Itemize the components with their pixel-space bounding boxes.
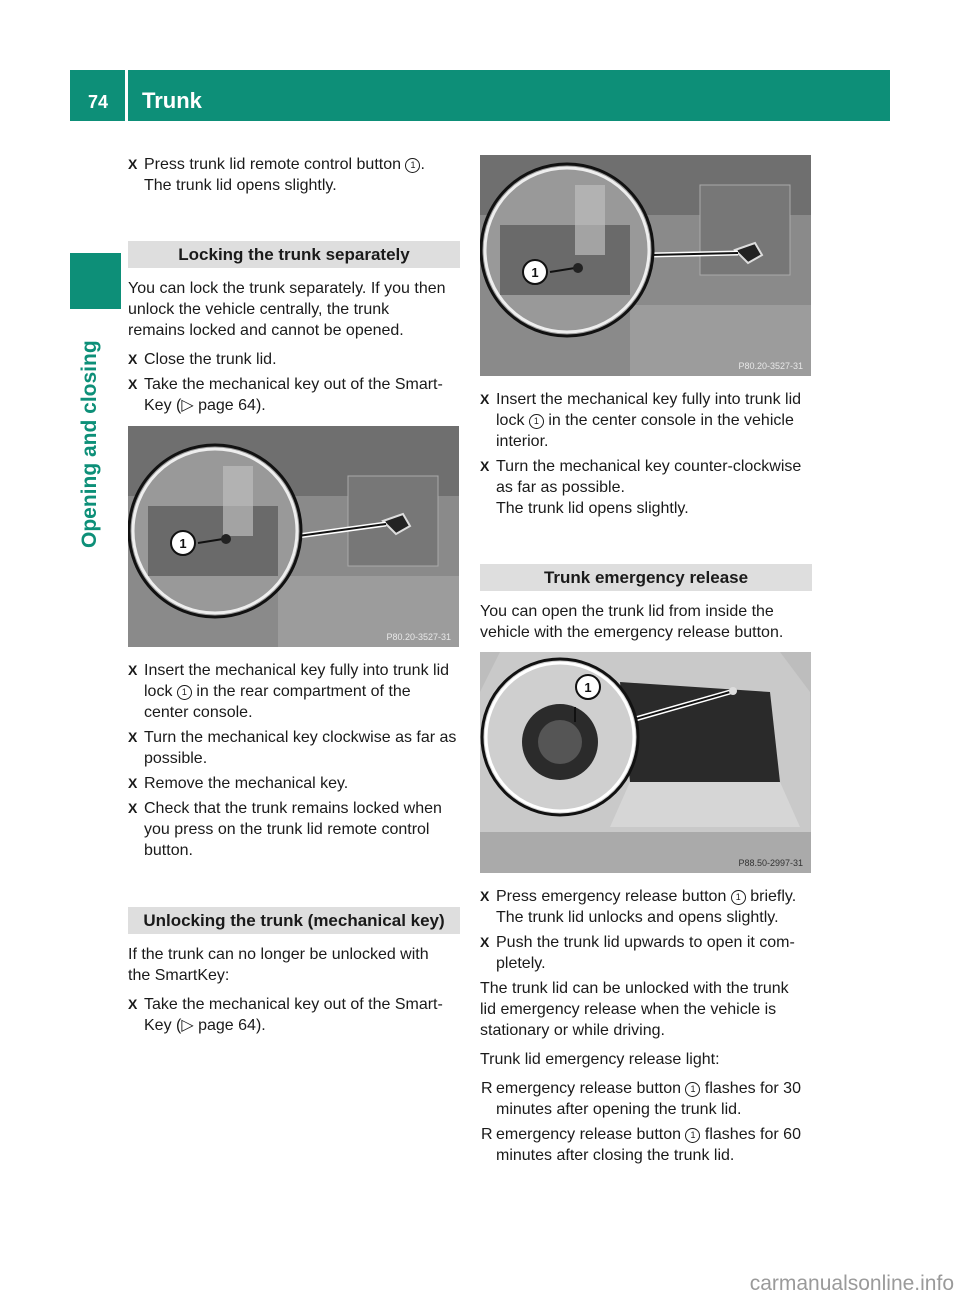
- step-marker-icon: X: [128, 775, 138, 791]
- paragraph-emergency: You can open the trunk lid from inside the vehicle with the emergency release button.: [480, 603, 784, 641]
- section-unlocking-mechanical: [128, 907, 460, 1040]
- step-turn-counter-clockwise: X Turn the mechanical key counter-clockwise as far as possible. The trunk lid opens slightly.: [480, 458, 802, 517]
- step-take-key-2: X Take the mechanical key out of the Smart- Key (▷ page 64).: [128, 996, 443, 1034]
- step-marker-icon: X: [128, 662, 138, 678]
- page-ref-arrow-icon: ▷: [181, 1017, 194, 1034]
- left-column: [128, 154, 460, 200]
- callout-1-icon: 1: [177, 685, 192, 700]
- page-header: [70, 70, 890, 121]
- step-marker-icon: X: [128, 351, 138, 367]
- side-tab-marker: [70, 253, 121, 309]
- step-remove-key: X Remove the mechanical key.: [128, 775, 349, 792]
- step-check-locked: X Check that the trunk remains locked when you press on the trunk lid remote control button.: [128, 800, 442, 859]
- header-divider: [125, 70, 128, 121]
- step-insert-key-console: X Insert the mechanical key fully into trunk lid lock 1 in the center console in the vehicle interior.: [480, 391, 802, 450]
- steps-emergency-release: [480, 886, 812, 1170]
- step-marker-icon: X: [128, 156, 138, 172]
- steps-center-console: [480, 389, 812, 523]
- side-tab-label: Opening and closing: [78, 340, 101, 548]
- callout-1-icon: 1: [731, 890, 746, 905]
- page-title: Trunk: [142, 88, 202, 113]
- bullet-light-closing: R emergency release button 1 flashes for 60 minutes after closing the trunk lid.: [481, 1126, 801, 1164]
- figure-center-console-lock: [480, 155, 811, 376]
- bullet-marker-icon: R: [481, 1126, 493, 1143]
- step-marker-icon: X: [480, 934, 490, 950]
- figure-caption: P88.50-2997-31: [738, 858, 803, 868]
- figure-callout-1: 1: [531, 265, 539, 280]
- steps-rear-compartment: [128, 660, 460, 865]
- section-emergency-release: [480, 564, 812, 651]
- step-push-lid: X Push the trunk lid upwards to open it com- pletely.: [480, 934, 795, 972]
- step-marker-icon: X: [128, 729, 138, 745]
- figure-callout-1: 1: [179, 536, 187, 551]
- step-marker-icon: X: [128, 376, 138, 392]
- section-heading-locking: Locking the trunk separately: [128, 241, 460, 268]
- figure-caption: P80.20-3527-31: [386, 632, 451, 642]
- callout-1-icon: 1: [529, 414, 544, 429]
- page-ref-link[interactable]: page 64).: [193, 1017, 266, 1034]
- paragraph-unlocking: If the trunk can no longer be unlocked with the SmartKey:: [128, 946, 429, 984]
- step-press-remote: X Press trunk lid remote control button 1 . The trunk lid opens slightly.: [128, 156, 425, 194]
- step-take-key: X Take the mechanical key out of the Smart- Key (▷ page 64).: [128, 376, 443, 414]
- paragraph-locking: You can lock the trunk separately. If you then unlock the vehicle centrally, the trunk remains locked and cannot be opened.: [128, 280, 446, 339]
- page-ref-arrow-icon: ▷: [181, 397, 194, 414]
- callout-1-icon: 1: [685, 1128, 700, 1143]
- bullet-marker-icon: R: [481, 1080, 493, 1097]
- step-insert-key-rear: X Insert the mechanical key fully into trunk lid lock 1 in the rear compartment of the center console.: [128, 662, 450, 721]
- step-marker-icon: X: [480, 888, 490, 904]
- bullet-light-opening: R emergency release button 1 flashes for 30 minutes after opening the trunk lid.: [481, 1080, 801, 1118]
- paragraph-release-info: The trunk lid can be unlocked with the trunk lid emergency release when the vehicle is stationary or while driving.: [480, 980, 789, 1039]
- step-marker-icon: X: [480, 391, 490, 407]
- step-marker-icon: X: [128, 996, 138, 1012]
- watermark[interactable]: carmanualsonline.info: [749, 1272, 954, 1295]
- step-marker-icon: X: [480, 458, 490, 474]
- callout-1-icon: 1: [685, 1082, 700, 1097]
- section-locking: [128, 241, 460, 420]
- figure-callout-1: 1: [584, 680, 592, 695]
- step-turn-clockwise: X Turn the mechanical key clockwise as far as possible.: [128, 729, 457, 767]
- paragraph-light: Trunk lid emergency release light:: [480, 1051, 720, 1068]
- section-heading-emergency: Trunk emergency release: [480, 564, 812, 591]
- callout-1-icon: 1: [405, 158, 420, 173]
- page-ref-link[interactable]: page 64).: [193, 397, 266, 414]
- section-heading-unlocking: Unlocking the trunk (mechanical key): [128, 907, 460, 934]
- figure-caption: P80.20-3527-31: [738, 361, 803, 371]
- figure-rear-compartment-lock: [128, 426, 459, 647]
- figure-emergency-release-button: [480, 652, 811, 873]
- page-number: 74: [88, 92, 109, 112]
- step-press-emergency: X Press emergency release button 1 briefly. The trunk lid unlocks and opens slightly.: [480, 888, 797, 926]
- step-marker-icon: X: [128, 800, 138, 816]
- step-close-trunk: X Close the trunk lid.: [128, 351, 277, 368]
